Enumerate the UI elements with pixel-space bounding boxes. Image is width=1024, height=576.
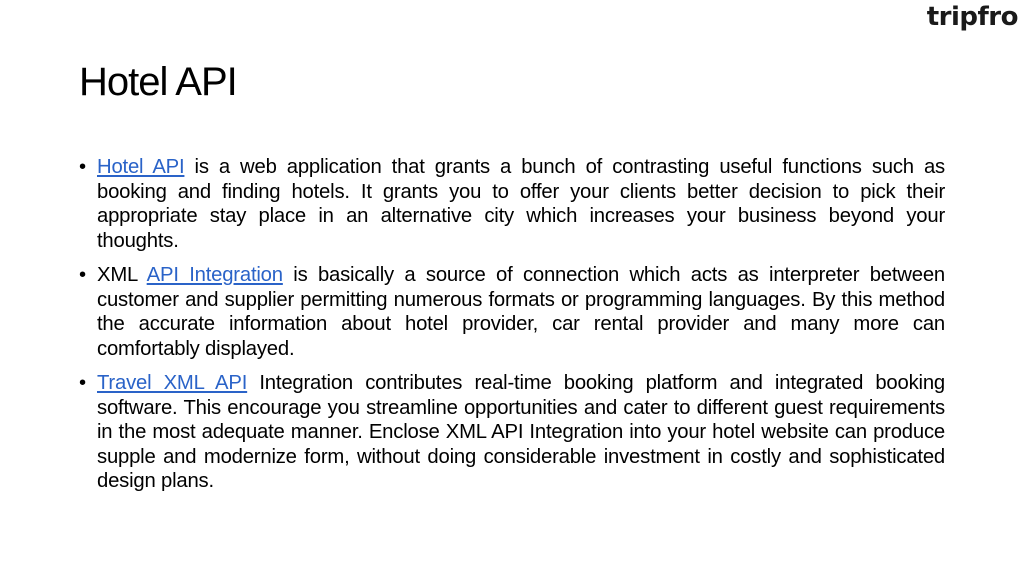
bullet-text: Integration contributes real-time booking platform and integrated booking software. This encourage you streamline opportunities and cater to different guest requirements in the most adequate manner. Enclose XML API Integration into your hotel website can produce supple and modernize form, without doing considerable investment in costly and sophisticated design plans. bbox=[97, 372, 946, 492]
slide-title: Hotel API bbox=[79, 60, 237, 104]
bullet-list bbox=[79, 155, 945, 504]
bullet-lead-text: XML bbox=[97, 264, 147, 286]
bullet-text: is a web application that grants a bunch of contrasting useful functions such as booking and finding hotels. It grants you to offer your clients better decision to pick their appropriate stay place in an alternative city which increases your business beyond your thoughts. bbox=[97, 156, 945, 252]
bullet-link[interactable]: Travel XML API bbox=[97, 372, 248, 394]
tripfro-logo: tripfro bbox=[926, 2, 1018, 32]
bullet-text: is basically a source of connection which acts as interpreter between customer and supplier permitting numerous formats or programming languages. By this method the accurate information about hotel provider, car rental provider and many more can comfortably displayed. bbox=[97, 264, 945, 360]
bullet-item-travel-xml-api bbox=[79, 371, 945, 494]
bullet-item-api-integration bbox=[79, 263, 945, 361]
bullet-link[interactable]: Hotel API bbox=[97, 156, 185, 178]
bullet-icon: • bbox=[79, 264, 86, 286]
bullet-icon: • bbox=[79, 372, 86, 394]
bullet-item-hotel-api bbox=[79, 155, 945, 253]
bullet-icon: • bbox=[79, 156, 86, 178]
bullet-link[interactable]: API Integration bbox=[146, 264, 283, 286]
